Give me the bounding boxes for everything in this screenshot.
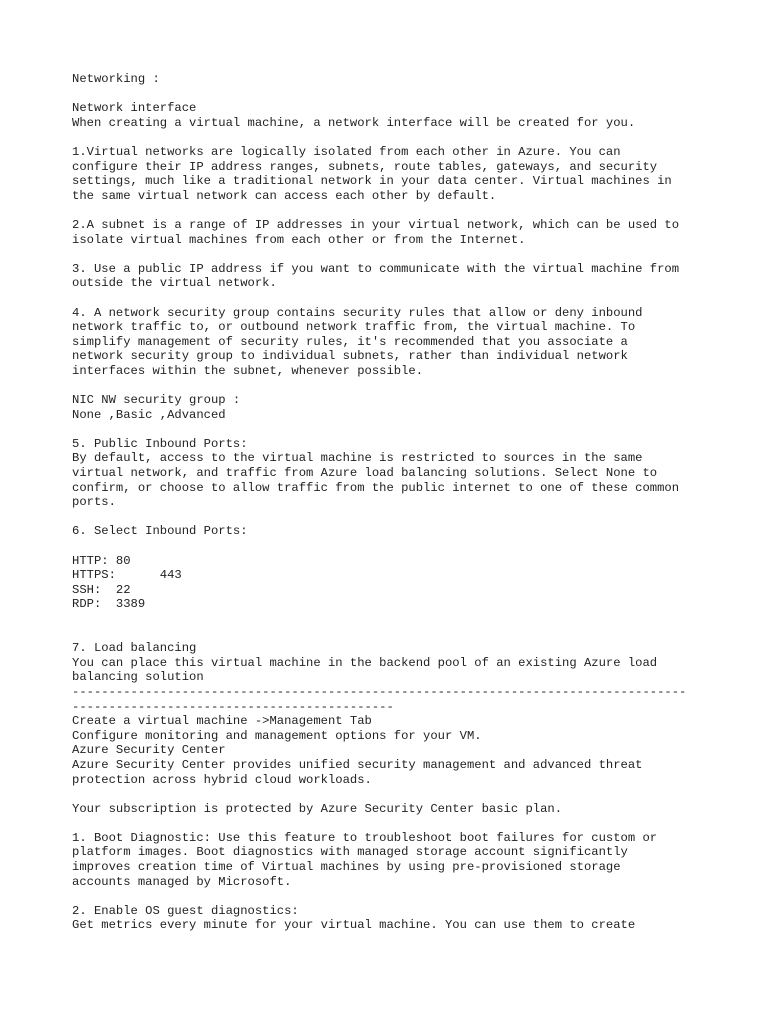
text-line: virtual network, and traffic from Azure load balancing solutions. Select None to [72,466,658,481]
nsg-label: NIC NW security group : [72,393,241,408]
text-line: the same virtual network can access each other by default. [72,188,497,203]
os-diagnostics-paragraph [72,904,712,933]
item-7-title: 7. Load balancing [72,641,197,656]
text-line: network security group to individual subnets, rather than individual network [72,349,628,364]
text-line: configure their IP address ranges, subnets, route tables, gateways, and security [72,159,658,174]
management-section [72,714,712,787]
text-line: outside the virtual network. [72,276,277,291]
text-line: ports. [72,495,116,510]
text-line: balancing solution [72,670,204,685]
port-item: HTTPS: 443 [72,568,182,583]
text-line: 3. Use a public IP address if you want to communicate with the virtual machine from [72,261,680,276]
text-line: 2. Enable OS guest diagnostics: [72,903,299,918]
text-line: 4. A network security group contains security rules that allow or deny inbound [72,305,643,320]
port-item: RDP: 3389 [72,597,146,612]
item-1-paragraph [72,145,712,203]
nic-intro: When creating a virtual machine, a network interface will be created for you. [72,115,636,130]
text-line: By default, access to the virtual machine is restricted to sources in the same [72,451,643,466]
document-page [72,72,712,933]
divider-line: -------------------------------------------- [72,699,394,714]
text-line: isolate virtual machines from each other or from the Internet. [72,232,526,247]
item-5-paragraph [72,451,712,509]
text-line: improves creation time of Virtual machines by using pre-provisioned storage [72,860,621,875]
item-6-title: 6. Select Inbound Ports: [72,524,248,539]
text-line: You can place this virtual machine in the backend pool of an existing Azure load [72,655,658,670]
port-item: HTTP: 80 [72,553,131,568]
item-7-paragraph [72,656,712,685]
text-line: network traffic to, or outbound network traffic from, the virtual machine. To [72,320,636,335]
text-line: Create a virtual machine ->Management Tab [72,714,372,729]
item-5-title: 5. Public Inbound Ports: [72,436,248,451]
nic-title: Network interface [72,101,197,116]
text-line: simplify management of security rules, it's recommended that you associate a [72,334,628,349]
text-line: Azure Security Center [72,743,226,758]
ports-list [72,554,712,612]
subscription-note: Your subscription is protected by Azure Security Center basic plan. [72,801,563,816]
text-line: 2.A subnet is a range of IP addresses in your virtual network, which can be used to [72,217,680,232]
divider-line: ------------------------------------------------------------------------------------ [72,684,687,699]
text-line: Get metrics every minute for your virtual machine. You can use them to create [72,918,636,933]
port-item: SSH: 22 [72,582,131,597]
item-3-paragraph [72,262,712,291]
nsg-options: None ,Basic ,Advanced [72,407,226,422]
text-line: settings, much like a traditional network in your data center. Virtual machines in [72,174,672,189]
text-line: accounts managed by Microsoft. [72,874,292,889]
text-line: 1. Boot Diagnostic: Use this feature to troubleshoot boot failures for custom or [72,830,658,845]
item-2-paragraph [72,218,712,247]
section-heading: Networking : [72,72,160,86]
text-line: protection across hybrid cloud workloads. [72,772,372,787]
text-line: Azure Security Center provides unified security management and advanced threat [72,757,643,772]
dashed-divider [72,685,712,714]
text-line: Configure monitoring and management options for your VM. [72,728,482,743]
boot-diagnostic-paragraph [72,831,712,889]
item-4-paragraph [72,306,712,379]
text-line: platform images. Boot diagnostics with managed storage account significantly [72,845,628,860]
text-line: 1.Virtual networks are logically isolated from each other in Azure. You can [72,144,621,159]
text-line: confirm, or choose to allow traffic from the public internet to one of these common [72,480,680,495]
text-line: interfaces within the subnet, whenever possible. [72,363,424,378]
